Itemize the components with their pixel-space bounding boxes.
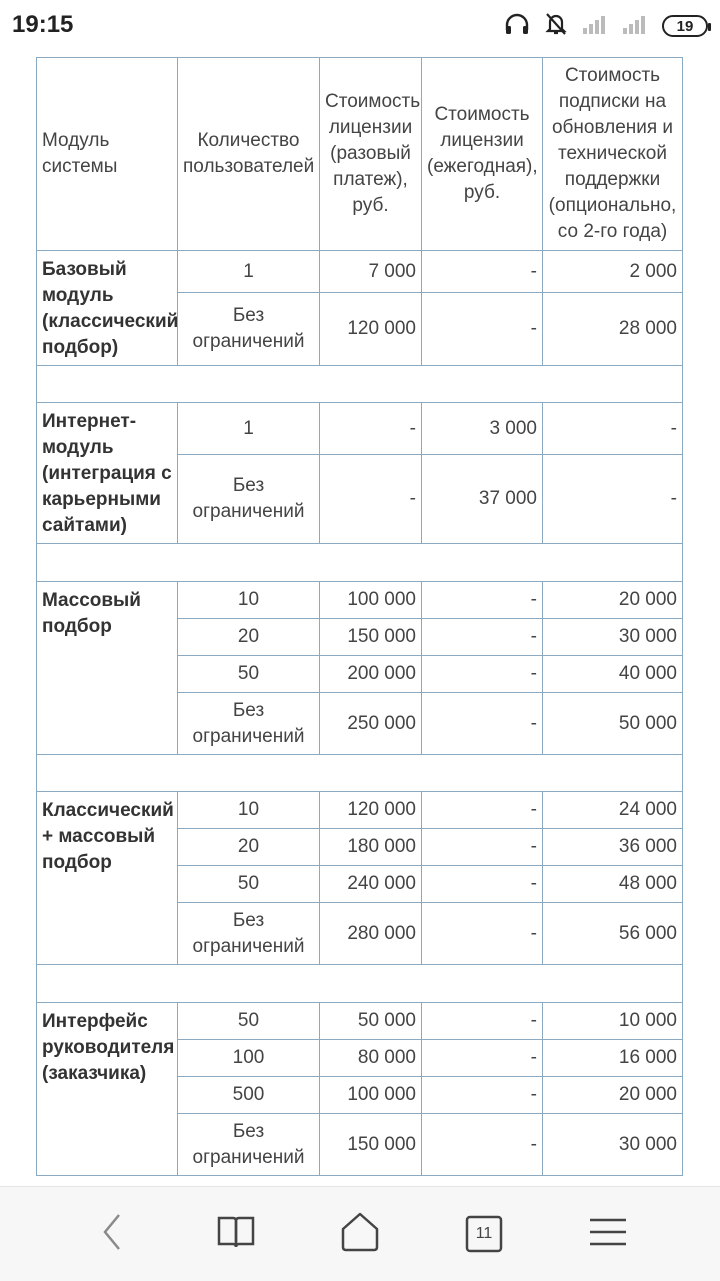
separator-cell <box>37 965 683 1003</box>
module-name: Массовый подбор <box>37 582 178 755</box>
users-count: 20 <box>178 619 320 656</box>
license-once-price: 100 000 <box>320 1077 422 1114</box>
group-separator-row <box>37 755 683 792</box>
license-year-price: - <box>422 582 543 619</box>
subscription-price: 40 000 <box>543 656 683 693</box>
subscription-price: 24 000 <box>543 792 683 829</box>
users-count: 50 <box>178 656 320 693</box>
license-once-price: 50 000 <box>320 1003 422 1040</box>
module-name: Базовый модуль (классический подбор) <box>37 251 178 366</box>
back-arrow-icon <box>97 1212 127 1257</box>
battery-level: 19 <box>676 17 694 35</box>
signal-icon-1 <box>582 13 608 40</box>
license-year-price: - <box>422 903 543 965</box>
home-button[interactable] <box>336 1210 384 1258</box>
license-year-price: 3 000 <box>422 403 543 455</box>
license-year-price: - <box>422 1003 543 1040</box>
signal-icon-2 <box>622 13 648 40</box>
group-separator-row <box>37 366 683 403</box>
header-license-once: Стоимость лицензии (разовый платеж), руб. <box>320 58 422 251</box>
subscription-price: 10 000 <box>543 1003 683 1040</box>
header-row <box>37 58 683 251</box>
license-year-price: - <box>422 1114 543 1176</box>
separator-cell <box>37 366 683 403</box>
table-row <box>37 1003 683 1040</box>
headphones-icon <box>504 12 530 41</box>
license-year-price: - <box>422 792 543 829</box>
table-row <box>37 403 683 455</box>
group-separator-row <box>37 544 683 582</box>
license-year-price: 37 000 <box>422 455 543 544</box>
license-once-price: 250 000 <box>320 693 422 755</box>
module-name: Классический + массовый подбор <box>37 792 178 965</box>
license-once-price: 180 000 <box>320 829 422 866</box>
group-separator-row <box>37 965 683 1003</box>
license-once-price: 150 000 <box>320 1114 422 1176</box>
header-module: Модуль системы <box>37 58 178 251</box>
license-once-price: 120 000 <box>320 792 422 829</box>
users-count: 50 <box>178 1003 320 1040</box>
subscription-price: 30 000 <box>543 1114 683 1176</box>
subscription-price: 28 000 <box>543 293 683 366</box>
license-once-price: 150 000 <box>320 619 422 656</box>
subscription-price: - <box>543 455 683 544</box>
license-once-price: 100 000 <box>320 582 422 619</box>
users-count: 50 <box>178 866 320 903</box>
license-year-price: - <box>422 251 543 293</box>
subscription-price: 20 000 <box>543 582 683 619</box>
license-year-price: - <box>422 829 543 866</box>
subscription-price: 2 000 <box>543 251 683 293</box>
subscription-price: 30 000 <box>543 619 683 656</box>
table-row <box>37 582 683 619</box>
module-name: Интерфейс руководителя (заказчика) <box>37 1003 178 1176</box>
back-button[interactable] <box>88 1210 136 1258</box>
users-count: 500 <box>178 1077 320 1114</box>
users-count: Без ограничений <box>178 293 320 366</box>
license-once-price: 280 000 <box>320 903 422 965</box>
status-bar <box>0 0 720 52</box>
module-name: Интернет-модуль (интеграция с карьерными сайтами) <box>37 403 178 544</box>
browser-nav-bar <box>0 1186 720 1281</box>
header-license-year: Стоимость лицензии (ежегодная), руб. <box>422 58 543 251</box>
license-year-price: - <box>422 656 543 693</box>
subscription-price: 50 000 <box>543 693 683 755</box>
users-count: Без ограничений <box>178 455 320 544</box>
header-users: Количество пользователей <box>178 58 320 251</box>
license-once-price: - <box>320 403 422 455</box>
license-once-price: - <box>320 455 422 544</box>
users-count: 1 <box>178 251 320 293</box>
users-count: 100 <box>178 1040 320 1077</box>
license-year-price: - <box>422 1077 543 1114</box>
license-year-price: - <box>422 293 543 366</box>
users-count: Без ограничений <box>178 693 320 755</box>
separator-cell <box>37 544 683 582</box>
users-count: Без ограничений <box>178 903 320 965</box>
users-count: Без ограничений <box>178 1114 320 1176</box>
status-time: 19:15 <box>12 11 74 38</box>
status-icons <box>504 12 708 40</box>
subscription-price: 56 000 <box>543 903 683 965</box>
menu-icon <box>588 1214 628 1255</box>
battery-icon <box>662 15 708 37</box>
tabs-count: 11 <box>475 1225 493 1242</box>
bell-muted-icon <box>544 11 568 42</box>
separator-cell <box>37 755 683 792</box>
table-row <box>37 251 683 293</box>
bookmarks-button[interactable] <box>212 1210 260 1258</box>
subscription-price: 20 000 <box>543 1077 683 1114</box>
price-table <box>36 57 683 1176</box>
license-once-price: 7 000 <box>320 251 422 293</box>
home-icon <box>339 1211 381 1258</box>
subscription-price: 48 000 <box>543 866 683 903</box>
subscription-price: 36 000 <box>543 829 683 866</box>
header-subscription: Стоимость подписки на обновления и технической поддержки (опционально, со 2-го года) <box>543 58 683 251</box>
subscription-price: 16 000 <box>543 1040 683 1077</box>
table-row <box>37 792 683 829</box>
license-year-price: - <box>422 866 543 903</box>
book-icon <box>216 1214 256 1255</box>
users-count: 20 <box>178 829 320 866</box>
license-once-price: 200 000 <box>320 656 422 693</box>
tabs-button[interactable] <box>460 1210 508 1258</box>
users-count: 10 <box>178 582 320 619</box>
license-year-price: - <box>422 1040 543 1077</box>
license-once-price: 240 000 <box>320 866 422 903</box>
license-year-price: - <box>422 619 543 656</box>
license-year-price: - <box>422 693 543 755</box>
subscription-price: - <box>543 403 683 455</box>
tabs-icon <box>465 1215 503 1253</box>
license-once-price: 80 000 <box>320 1040 422 1077</box>
users-count: 1 <box>178 403 320 455</box>
users-count: 10 <box>178 792 320 829</box>
license-once-price: 120 000 <box>320 293 422 366</box>
menu-button[interactable] <box>584 1210 632 1258</box>
